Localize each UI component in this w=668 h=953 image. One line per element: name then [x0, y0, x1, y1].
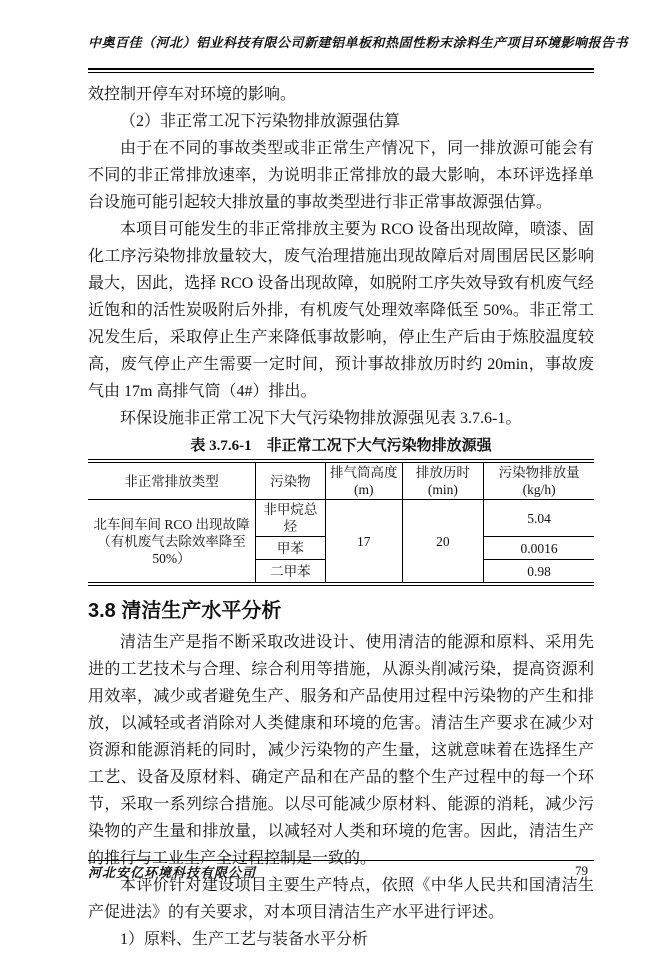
- body-paragraph-project: 本项目可能发生的非正常排放主要为 RCO 设备出现故障，喷漆、固化工序污染物排放量较大，废气治理措施出现故障后对周围居民区影响最大，因此，选择 RCO 设备出现故障，如脱附工序失效导致有机废气经近饱和的活性炭吸附后外排，有机废气处理效率降低至 50%。非正常工况发生后，采取停止生产来降低事故影响，停止生产后由于炼胶温度较高，废气停止产生需要一定时间，预计事故排放历时约 20min，事故废气由 17m 高排气筒（4#）排出。: [88, 221, 594, 400]
- table-header-emission-rate: 污染物排放量 (kg/h): [484, 461, 594, 500]
- header-double-rule: [88, 68, 594, 73]
- cell-pollutant: 非甲烷总烃: [255, 500, 325, 537]
- table-header-row: [88, 461, 594, 500]
- body-paragraph-reason: 由于在不同的事故类型或非正常生产情况下，同一排放源可能会有不同的非正常排放速率，为说明非正常排放的最大影响，本环评选择单台设施可能引起较大排放量的事故类型进行非正常事故源强估算。: [88, 140, 594, 211]
- table-row: [88, 500, 594, 537]
- cell-duration: 20: [402, 500, 483, 585]
- table-caption: 表 3.7.6-1 非正常工况下大气污染物排放源强: [190, 438, 492, 454]
- table-header-pollutant: 污染物: [255, 461, 325, 500]
- cell-emission-rate: 0.0016: [484, 537, 594, 560]
- cell-emission-rate: 0.98: [484, 560, 594, 585]
- table-header-scenario: 非正常排放类型: [88, 461, 255, 500]
- footer-page-number: 79: [575, 863, 588, 878]
- section-heading-3-8: 3.8 清洁生产水平分析: [88, 600, 282, 622]
- section-paragraph-1: 清洁生产是指不断采取改进设计、使用清洁的能源和原料、采用先进的工艺技术与合理、综合利用等措施，从源头削减污染，提高资源利用效率，减少或者避免生产、服务和产品使用过程中污染物的产生和排放，以减轻或者消除对人类健康和环境的危害。清洁生产要求在减少对资源和能源消耗的同时，减少污染物的产生量，这就意味着在选择生产工艺、设备及原材料、确定产品和在产品的整个生产过程中的每一个环节，采取一系列综合措施。以尽可能减少原材料、能源的消耗，减少污染物的产生量和排放量，以减轻对人类和环境的危害。因此，清洁生产的推行与工业生产全过程控制是一致的。: [88, 634, 594, 867]
- emission-source-table: [88, 459, 594, 586]
- page-footer: [88, 860, 594, 883]
- table-header-duration: 排放历时 (min): [402, 461, 483, 500]
- section-paragraph-3: 1）原料、生产工艺与装备水平分析: [120, 931, 369, 948]
- body-paragraph-see-table: 环保设施非正常工况下大气污染物排放源强见表 3.7.6-1。: [120, 410, 522, 427]
- table-header-stack-height: 排气筒高度 (m): [325, 461, 402, 500]
- running-header-title: 中奥百佳（河北）铝业科技有限公司新建铝单板和热固性粉末涂料生产项目环境影响报告书: [88, 35, 629, 50]
- footer-company-name: 河北安亿环境科技有限公司: [88, 865, 257, 880]
- page-content: [88, 0, 629, 953]
- section-paragraph-2: 本评价针对建设项目主要生产特点，依照《中华人民共和国清洁生产促进法》的有关要求，对本项目清洁生产水平进行评述。: [88, 877, 594, 921]
- cell-scenario: 北车间车间 RCO 出现故障（有机废气去除效率降至 50%）: [88, 500, 255, 585]
- cell-pollutant: 二甲苯: [255, 560, 325, 585]
- body-paragraph-item2: （2）非正常工况下污染物排放源强估算: [120, 113, 401, 130]
- cell-pollutant: 甲苯: [255, 537, 325, 560]
- cell-stack-height: 17: [325, 500, 402, 585]
- cell-emission-rate: 5.04: [484, 500, 594, 537]
- body-paragraph-continuation: 效控制开停车对环境的影响。: [88, 86, 297, 103]
